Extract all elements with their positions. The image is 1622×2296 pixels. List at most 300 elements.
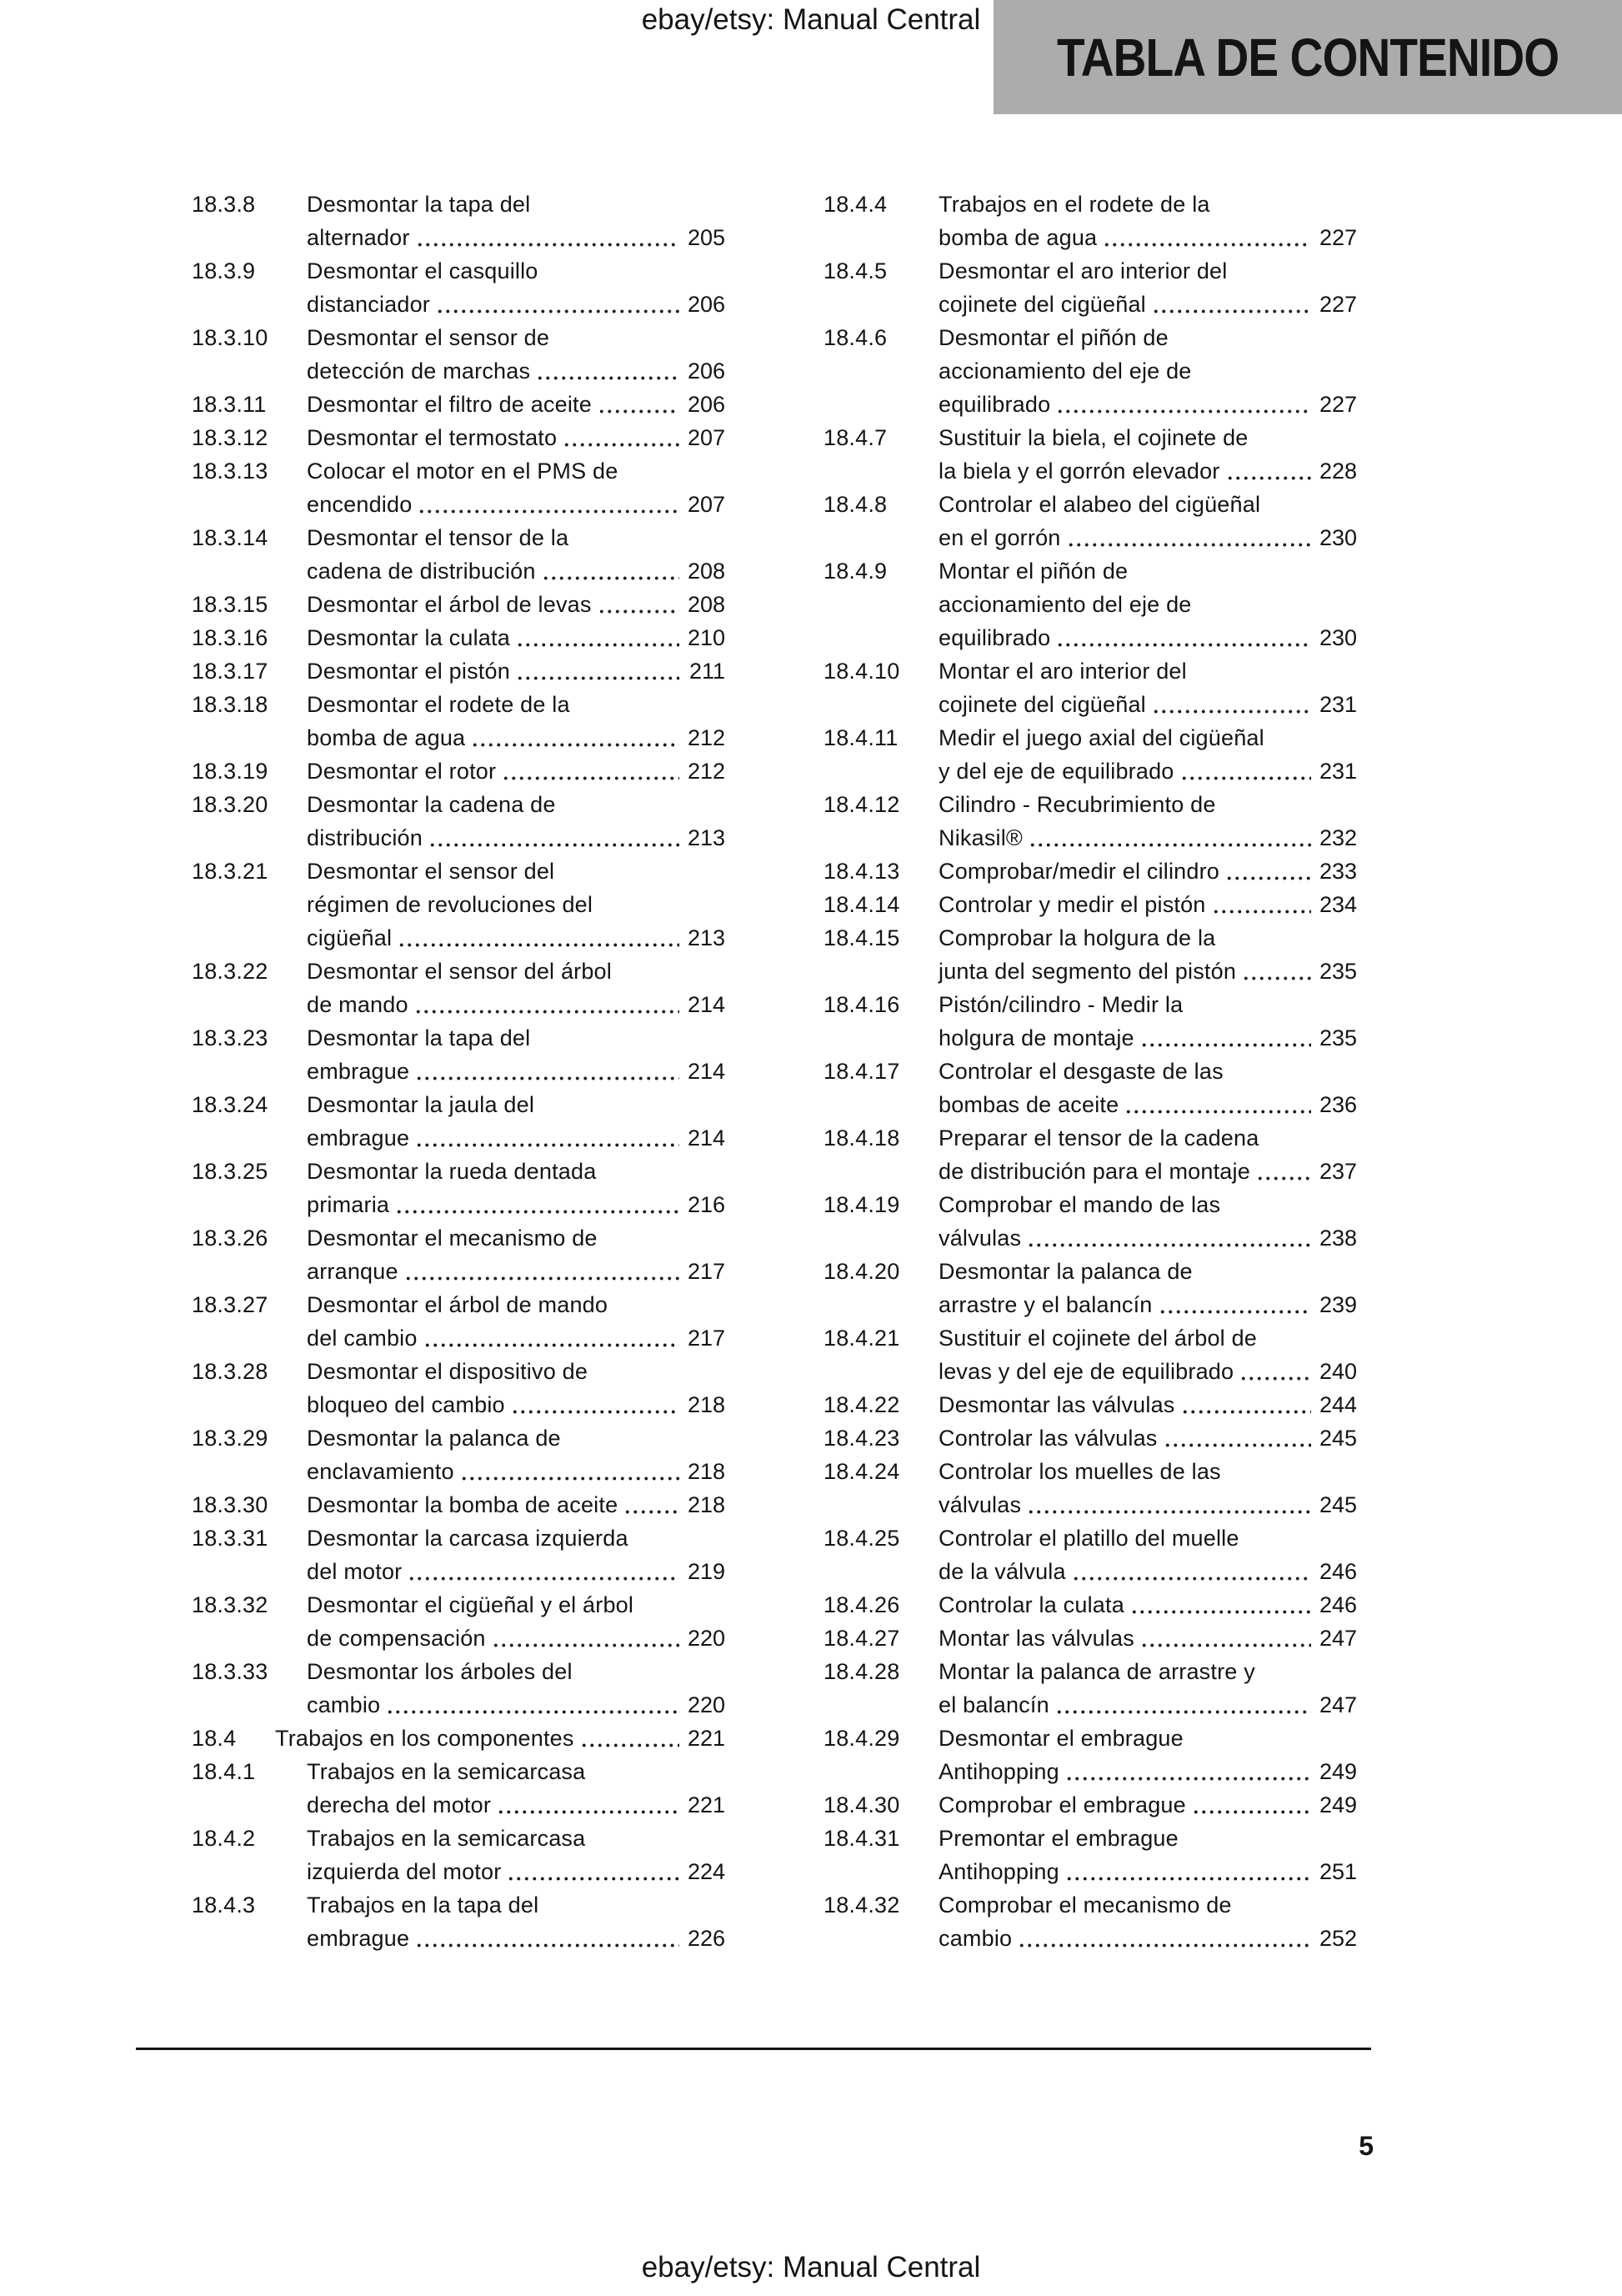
entry-line xyxy=(939,554,1357,588)
entry-number: 18.3.15 xyxy=(192,592,268,617)
entry-line xyxy=(939,1555,1357,1588)
entry-line xyxy=(307,1755,725,1788)
entry-page-number: 206 xyxy=(687,358,725,384)
toc-entry xyxy=(192,1421,725,1488)
toc-entry xyxy=(192,188,725,254)
entry-title-text: Montar la palanca de arrastre y xyxy=(939,1659,1255,1684)
entry-body xyxy=(307,754,725,788)
dot-leader xyxy=(1027,1510,1311,1514)
toc-entry xyxy=(824,1588,1357,1622)
entry-body xyxy=(307,1155,725,1221)
entry-number: 18.4.3 xyxy=(192,1892,256,1918)
entry-line xyxy=(939,1321,1357,1355)
entry-page-number: 227 xyxy=(1319,225,1357,250)
entry-body xyxy=(939,721,1357,788)
entry-page-number: 218 xyxy=(687,1459,725,1484)
entry-page-number: 221 xyxy=(687,1792,725,1817)
entry-title-text: Controlar el alabeo del cigüeñal xyxy=(939,492,1261,517)
entry-line xyxy=(939,654,1357,688)
entry-number: 18.3.30 xyxy=(192,1492,268,1517)
entry-title-text: Comprobar la holgura de la xyxy=(939,925,1216,950)
entry-line xyxy=(939,1155,1357,1188)
entry-page-number: 221 xyxy=(687,1726,725,1751)
entry-title-text: Pistón/cilindro - Medir la xyxy=(939,992,1184,1017)
entry-body xyxy=(939,321,1357,421)
entry-body xyxy=(307,454,725,521)
entry-title-text: Desmontar los árboles del xyxy=(307,1659,573,1684)
entry-title-text: accionamiento del eje de xyxy=(939,592,1192,617)
entry-number: 18.3.13 xyxy=(192,459,268,484)
dot-leader xyxy=(542,576,679,580)
entry-body xyxy=(307,1888,725,1955)
entry-body xyxy=(307,1822,725,1888)
dot-leader xyxy=(415,1943,679,1948)
entry-page-number: 211 xyxy=(688,659,725,684)
entry-line xyxy=(939,1822,1357,1855)
entry-title-text: Desmontar el filtro de aceite xyxy=(307,392,592,417)
entry-line xyxy=(307,488,725,521)
toc-entry xyxy=(192,521,725,588)
entry-number: 18.4.29 xyxy=(824,1726,900,1751)
entry-title-text: del motor xyxy=(307,1559,403,1584)
entry-title-text: cambio xyxy=(939,1926,1013,1951)
toc-entry xyxy=(824,1121,1357,1188)
entry-body xyxy=(939,988,1357,1055)
entry-page-number: 214 xyxy=(687,1125,725,1151)
entry-page-number: 219 xyxy=(687,1559,725,1584)
dot-leader xyxy=(516,643,679,647)
toc-entry xyxy=(824,988,1357,1055)
entry-title-text: Trabajos en el rodete de la xyxy=(939,192,1210,217)
entry-line xyxy=(939,1722,1357,1755)
entry-page-number: 218 xyxy=(687,1392,725,1417)
entry-title-text: Comprobar el mecanismo de xyxy=(939,1892,1232,1918)
entry-line xyxy=(939,1521,1357,1555)
toc-entry xyxy=(192,388,725,421)
entry-line xyxy=(939,688,1357,721)
toc-column-left xyxy=(192,188,725,1955)
toc-entry xyxy=(192,621,725,654)
entry-page-number: 240 xyxy=(1319,1359,1357,1384)
entry-number: 18.3.33 xyxy=(192,1659,268,1684)
dot-leader xyxy=(428,843,679,847)
toc-entry xyxy=(192,1155,725,1221)
dot-leader xyxy=(395,1210,679,1214)
dot-leader xyxy=(1029,843,1311,847)
entry-body xyxy=(307,654,725,688)
entry-page-number: 246 xyxy=(1319,1559,1357,1584)
entry-number: 18.4.26 xyxy=(824,1592,900,1617)
entry-line xyxy=(939,788,1357,821)
entry-page-number: 249 xyxy=(1319,1792,1357,1817)
entry-page-number: 227 xyxy=(1319,292,1357,317)
entry-body xyxy=(939,1388,1357,1421)
entry-title-text: Desmontar el dispositivo de xyxy=(307,1359,588,1384)
entry-title-text: Comprobar/medir el cilindro xyxy=(939,859,1220,884)
entry-page-number: 208 xyxy=(687,592,725,617)
entry-body xyxy=(939,921,1357,988)
entry-number: 18.3.17 xyxy=(192,659,268,684)
entry-line xyxy=(307,1321,725,1355)
toc-entry xyxy=(824,1521,1357,1588)
entry-line xyxy=(939,1655,1357,1688)
entry-line xyxy=(939,955,1357,988)
entry-title-text: de compensación xyxy=(307,1626,486,1651)
dot-leader xyxy=(1140,1043,1311,1047)
entry-body xyxy=(939,1321,1357,1388)
toc-entry xyxy=(192,788,725,855)
entry-page-number: 234 xyxy=(1319,892,1357,917)
entry-number: 18.3.20 xyxy=(192,792,268,817)
dot-leader xyxy=(398,943,679,947)
entry-page-number: 224 xyxy=(687,1859,725,1884)
entry-title-text: distribución xyxy=(307,825,423,850)
entry-page-number: 236 xyxy=(1319,1092,1357,1117)
dot-leader xyxy=(1226,476,1312,480)
entry-title-text: Comprobar el mando de las xyxy=(939,1192,1221,1217)
entry-title-text: Desmontar la bomba de aceite xyxy=(307,1492,618,1517)
toc-entry xyxy=(824,855,1357,888)
entry-title-text: cojinete del cigüeñal xyxy=(939,292,1146,317)
entry-page-number: 207 xyxy=(687,425,725,450)
entry-page-number: 213 xyxy=(687,925,725,950)
entry-body xyxy=(307,588,725,621)
entry-line xyxy=(307,654,725,688)
entry-title-text: Desmontar el casquillo xyxy=(307,258,538,283)
toc-entry xyxy=(192,588,725,621)
toc-entry xyxy=(192,1588,725,1655)
entry-number: 18.4.28 xyxy=(824,1659,900,1684)
toc-entry xyxy=(824,788,1357,855)
entry-line xyxy=(939,254,1357,288)
entry-line xyxy=(939,1922,1357,1955)
entry-line xyxy=(939,221,1357,254)
entry-line xyxy=(307,1555,725,1588)
entry-line xyxy=(939,1255,1357,1288)
entry-number: 18.4.14 xyxy=(824,892,900,917)
entry-title-text: Trabajos en la tapa del xyxy=(307,1892,539,1918)
entry-number: 18.4.22 xyxy=(824,1392,900,1417)
entry-title-text: alternador xyxy=(307,225,410,250)
dot-leader xyxy=(1072,1577,1311,1581)
dot-leader xyxy=(423,1343,679,1347)
toc-entry xyxy=(192,1355,725,1421)
entry-line xyxy=(307,321,725,354)
dot-leader xyxy=(1212,910,1311,914)
entry-body xyxy=(939,1455,1357,1521)
entry-title-text: Desmontar la palanca de xyxy=(307,1426,561,1451)
dot-leader xyxy=(1192,1810,1311,1814)
entry-line xyxy=(939,588,1357,621)
entry-line xyxy=(307,1255,725,1288)
entry-title-text: Desmontar el sensor del árbol xyxy=(307,959,612,984)
entry-number: 18.4.25 xyxy=(824,1526,900,1551)
dot-leader xyxy=(1067,543,1312,547)
dot-leader xyxy=(623,1510,679,1514)
entry-line xyxy=(939,1888,1357,1922)
toc-entry xyxy=(192,1488,725,1521)
page-title: TABLA DE CONTENIDO xyxy=(1056,27,1559,88)
entry-line xyxy=(307,1155,725,1188)
dot-leader xyxy=(1065,1877,1311,1881)
entry-title-text: Desmontar la jaula del xyxy=(307,1092,535,1117)
entry-number: 18.4.5 xyxy=(824,258,888,283)
entry-number: 18.4.24 xyxy=(824,1459,900,1484)
entry-title-text: Montar el aro interior del xyxy=(939,659,1187,684)
dot-leader xyxy=(1239,1376,1311,1381)
entry-line xyxy=(307,1788,725,1822)
toc-entry xyxy=(824,654,1357,721)
entry-line xyxy=(307,988,725,1021)
entry-title-text: Trabajos en la semicarcasa xyxy=(307,1826,586,1851)
entry-number: 18.4.11 xyxy=(824,725,899,750)
entry-page-number: 237 xyxy=(1319,1159,1357,1184)
toc-entry xyxy=(192,1088,725,1155)
entry-title-text: Desmontar el árbol de levas xyxy=(307,592,592,617)
dot-leader xyxy=(416,243,679,247)
entry-line xyxy=(307,554,725,588)
entry-number: 18.4.17 xyxy=(824,1059,900,1084)
dot-leader xyxy=(1055,1710,1311,1714)
entry-line xyxy=(939,1688,1357,1722)
entry-body xyxy=(939,1421,1357,1455)
entry-title-text: Montar el piñón de xyxy=(939,559,1129,584)
toc-entry xyxy=(192,1755,725,1822)
entry-line xyxy=(939,1421,1357,1455)
entry-number: 18.3.16 xyxy=(192,625,268,650)
entry-number: 18.4.7 xyxy=(824,425,888,450)
entry-number: 18.4.12 xyxy=(824,792,900,817)
entry-title-text: detección de marchas xyxy=(307,358,531,384)
entry-line xyxy=(939,1388,1357,1421)
entry-line xyxy=(307,1588,725,1622)
entry-title-text: Controlar los muelles de las xyxy=(939,1459,1221,1484)
entry-line xyxy=(939,1788,1357,1822)
entry-line xyxy=(939,354,1357,388)
entry-number: 18.3.29 xyxy=(192,1426,268,1451)
entry-body xyxy=(939,488,1357,554)
entry-number: 18.4.21 xyxy=(824,1326,900,1351)
toc-entry xyxy=(192,1521,725,1588)
entry-body xyxy=(939,1888,1357,1955)
entry-line xyxy=(939,988,1357,1021)
toc-entry xyxy=(192,1221,725,1288)
entry-line xyxy=(939,721,1357,754)
dot-leader xyxy=(460,1476,679,1481)
entry-title-text: cojinete del cigüeñal xyxy=(939,692,1146,717)
dot-leader xyxy=(1056,643,1311,647)
entry-number: 18.4.23 xyxy=(824,1426,900,1451)
entry-title-text: válvulas xyxy=(939,1492,1022,1517)
entry-line xyxy=(939,1188,1357,1221)
entry-number: 18.3.25 xyxy=(192,1159,268,1184)
entry-title-text: Comprobar el embrague xyxy=(939,1792,1186,1817)
entry-body xyxy=(939,1255,1357,1321)
toc-entry xyxy=(192,254,725,321)
entry-page-number: 216 xyxy=(687,1192,725,1217)
entry-title-text: Desmontar el cigüeñal y el árbol xyxy=(307,1592,634,1617)
entry-body xyxy=(307,621,725,654)
dot-leader xyxy=(511,1410,679,1414)
dot-leader xyxy=(598,609,679,614)
toc-entry xyxy=(824,1321,1357,1388)
entry-line xyxy=(307,721,725,754)
entry-body xyxy=(307,1521,725,1588)
entry-title-text: en el gorrón xyxy=(939,525,1061,550)
entry-page-number: 245 xyxy=(1319,1426,1357,1451)
entry-line xyxy=(307,1655,725,1688)
entry-line xyxy=(307,888,725,921)
entry-title-text: del cambio xyxy=(307,1326,418,1351)
entry-page-number: 231 xyxy=(1319,692,1357,717)
entry-page-number: 230 xyxy=(1319,525,1357,550)
entry-body xyxy=(939,1622,1357,1655)
entry-title-text: Antihopping xyxy=(939,1759,1059,1784)
entry-body xyxy=(939,554,1357,654)
entry-body xyxy=(307,188,725,254)
dot-leader xyxy=(1103,243,1311,247)
toc-entry xyxy=(192,955,725,1021)
entry-body xyxy=(939,1788,1357,1822)
entry-page-number: 231 xyxy=(1319,759,1357,784)
entry-line xyxy=(939,888,1357,921)
entry-number: 18.3.14 xyxy=(192,525,268,550)
entry-title-text: cambio xyxy=(307,1692,381,1717)
entry-title-text: Montar las válvulas xyxy=(939,1626,1134,1651)
entry-body xyxy=(275,1722,725,1755)
entry-title-text: y del eje de equilibrado xyxy=(939,759,1174,784)
entry-page-number: 235 xyxy=(1319,959,1357,984)
banner xyxy=(994,0,1622,114)
toc-entry xyxy=(192,1021,725,1088)
entry-title-text: Controlar las válvulas xyxy=(939,1426,1158,1451)
entry-title-text: Preparar el tensor de la cadena xyxy=(939,1125,1259,1151)
entry-title-text: holgura de montaje xyxy=(939,1025,1134,1050)
entry-line xyxy=(307,754,725,788)
entry-line xyxy=(939,1622,1357,1655)
toc-entry xyxy=(192,1288,725,1355)
entry-title-text: Desmontar el árbol de mando xyxy=(307,1292,608,1317)
entry-line xyxy=(307,1221,725,1255)
dot-leader xyxy=(1152,709,1311,714)
entry-title-text: Desmontar el pistón xyxy=(307,659,510,684)
entry-number: 18.4.20 xyxy=(824,1259,900,1284)
entry-line xyxy=(307,1688,725,1722)
entry-number: 18.4.2 xyxy=(192,1826,256,1851)
toc-entry xyxy=(824,1622,1357,1655)
dot-leader xyxy=(492,1643,679,1647)
entry-body xyxy=(939,788,1357,855)
dot-leader xyxy=(502,776,679,780)
entry-title-text: Desmontar el sensor del xyxy=(307,859,555,884)
entry-title-text: de la válvula xyxy=(939,1559,1066,1584)
entry-page-number: 244 xyxy=(1319,1392,1357,1417)
entry-title-text: Desmontar la rueda dentada xyxy=(307,1159,597,1184)
dot-leader xyxy=(563,443,679,447)
dot-leader xyxy=(1018,1943,1311,1948)
dot-leader xyxy=(1159,1310,1311,1314)
entry-line xyxy=(307,855,725,888)
entry-line xyxy=(939,754,1357,788)
entry-title-text: Desmontar el embrague xyxy=(939,1726,1184,1751)
entry-number: 18.4.15 xyxy=(824,925,900,950)
entry-body xyxy=(939,188,1357,254)
entry-title-text: bomba de agua xyxy=(939,225,1098,250)
entry-line xyxy=(307,788,725,821)
entry-title-text: bomba de agua xyxy=(307,725,466,750)
toc-entry xyxy=(824,1888,1357,1955)
entry-title-text: Controlar el platillo del muelle xyxy=(939,1526,1239,1551)
entry-number: 18.3.12 xyxy=(192,425,268,450)
toc-entry xyxy=(824,1722,1357,1788)
entry-page-number: 217 xyxy=(687,1259,725,1284)
entry-line xyxy=(307,1055,725,1088)
entry-body xyxy=(307,955,725,1021)
entry-body xyxy=(307,1755,725,1822)
entry-body xyxy=(939,855,1357,888)
entry-body xyxy=(307,254,725,321)
entry-line xyxy=(939,1355,1357,1388)
toc-entry xyxy=(824,254,1357,321)
dot-leader xyxy=(598,409,679,414)
entry-body xyxy=(939,1722,1357,1788)
entry-title-text: enclavamiento xyxy=(307,1459,454,1484)
entry-title-text: distanciador xyxy=(307,292,430,317)
entry-body xyxy=(939,1055,1357,1121)
entry-line xyxy=(939,1855,1357,1888)
entry-line xyxy=(307,1455,725,1488)
page-header-text: ebay/etsy: Manual Central xyxy=(641,3,981,36)
entry-number: 18.3.19 xyxy=(192,759,268,784)
dot-leader xyxy=(415,1143,679,1147)
entry-line xyxy=(307,221,725,254)
entry-body xyxy=(307,521,725,588)
entry-title-text: embrague xyxy=(307,1125,410,1151)
entry-number: 18.3.26 xyxy=(192,1226,268,1251)
entry-page-number: 247 xyxy=(1319,1692,1357,1717)
entry-title-text: de mando xyxy=(307,992,408,1017)
toc-entry xyxy=(824,421,1357,488)
entry-line xyxy=(307,1355,725,1388)
entry-body xyxy=(939,421,1357,488)
entry-title-text: Trabajos en los componentes xyxy=(275,1726,574,1751)
entry-body xyxy=(939,254,1357,321)
entry-number: 18.3.22 xyxy=(192,959,268,984)
entry-title-text: Sustituir la biela, el cojinete de xyxy=(939,425,1249,450)
entry-page-number: 245 xyxy=(1319,1492,1357,1517)
entry-title-text: Desmontar el rotor xyxy=(307,759,497,784)
entry-body xyxy=(307,1588,725,1655)
entry-line xyxy=(939,821,1357,855)
entry-line xyxy=(307,1521,725,1555)
entry-title-text: Controlar y medir el pistón xyxy=(939,892,1206,917)
entry-line xyxy=(307,454,725,488)
entry-page-number: 210 xyxy=(687,625,725,650)
entry-title-text: Desmontar la carcasa izquierda xyxy=(307,1526,628,1551)
entry-title-text: régimen de revoluciones del xyxy=(307,892,593,917)
entry-line xyxy=(939,1455,1357,1488)
entry-title-text: Desmontar el mecanismo de xyxy=(307,1226,598,1251)
entry-title-text: Sustituir el cojinete del árbol de xyxy=(939,1326,1258,1351)
toc-entry xyxy=(824,1055,1357,1121)
entry-line xyxy=(307,821,725,855)
toc-entry xyxy=(824,188,1357,254)
entry-title-text: Desmontar el rodete de la xyxy=(307,692,570,717)
entry-body xyxy=(939,1822,1357,1888)
entry-title-text: junta del segmento del pistón xyxy=(939,959,1237,984)
entry-line xyxy=(307,1855,725,1888)
entry-page-number: 247 xyxy=(1319,1626,1357,1651)
